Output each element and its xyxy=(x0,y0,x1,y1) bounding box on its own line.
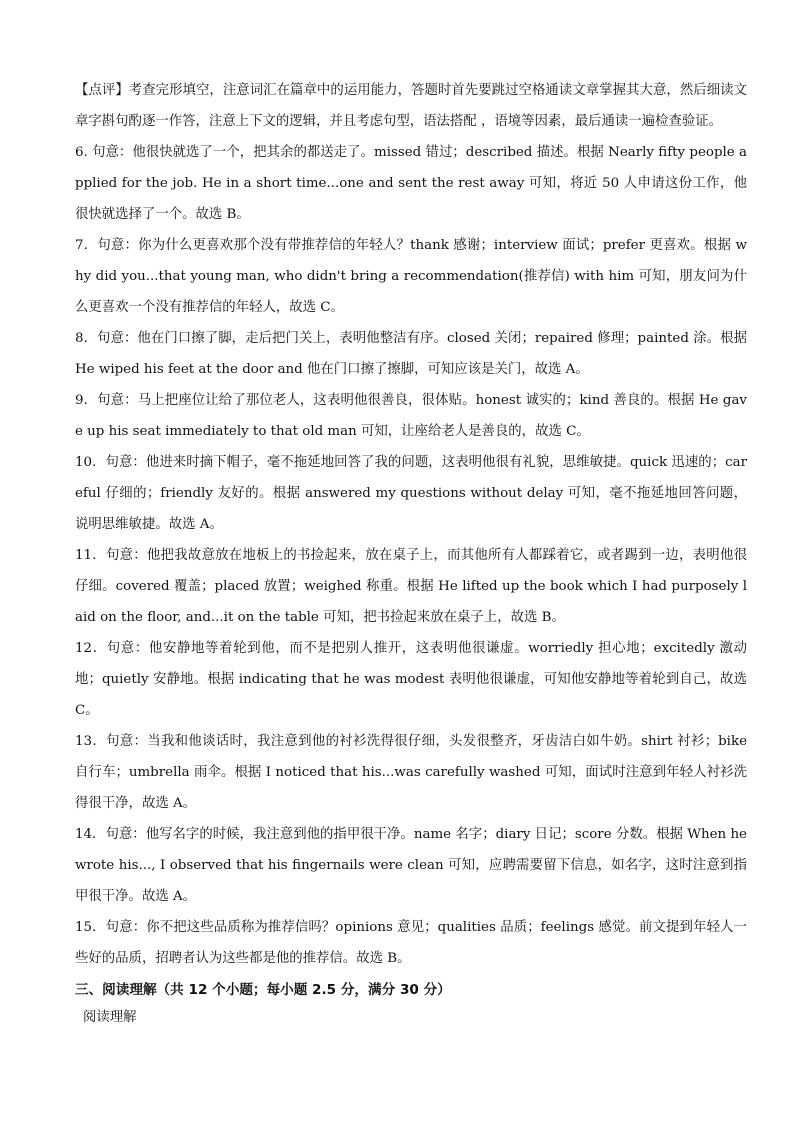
answer-explanation-7: 7．句意：你为什么更喜欢那个没有带推荐信的年轻人？thank 感谢；interview 面试；prefer 更喜欢。根据 why did you...that young man, who didn't bring a recommendation(推荐信) with him 可知，朋友问为什么更喜欢一个没有推荐信的年轻人，故选 C。 xyxy=(75,238,747,315)
answer-explanation-9: 9．句意：马上把座位让给了那位老人，这表明他很善良，很体贴。honest 诚实的；kind 善良的。根据 He gave up his seat immediately to that old man 可知，让座给老人是善良的，故选 C。 xyxy=(75,393,747,439)
commentary-paragraph: 【点评】考查完形填空，注意词汇在篇章中的运用能力，答题时首先要跳过空格通读文章掌握其大意，然后细读文章字斟句酌逐一作答，注意上下文的逻辑，并且考虑句型，语法搭配 ，语境等因素，最后通读一遍检查验证。 xyxy=(75,83,747,129)
answer-explanation-14: 14．句意：他写名字的时候，我注意到他的指甲很干净。name 名字；diary 日记；score 分数。根据 When he wrote his..., I observed that his fingernails were clean 可知，应聘需要留下信息，如名字，这时注意到指甲很干净。故选 A。 xyxy=(75,827,747,904)
answer-explanation-12: 12．句意：他安静地等着轮到他，而不是把别人推开，这表明他很谦虚。worriedly 担心地；excitedly 激动地；quietly 安静地。根据 indicating that he was modest 表明他很谦虚，可知他安静地等着轮到自己，故选 C。 xyxy=(75,641,747,718)
sub-heading: 阅读理解 xyxy=(83,1010,137,1025)
section-heading: 三、阅读理解（共 12 个小题；每小题 2.5 分，满分 30 分） xyxy=(75,982,451,998)
answer-explanation-8: 8．句意：他在门口擦了脚，走后把门关上，表明他整洁有序。closed 关闭；repaired 修理；painted 涂。根据 He wiped his feet at the door and 他在门口擦了擦脚，可知应该是关门，故选 A。 xyxy=(75,331,747,377)
answer-explanation-6: 6. 句意：他很快就选了一个，把其余的都送走了。missed 错过；described 描述。根据 Nearly fifty people applied for the job. He in a short time...one and sent the rest away 可知，将近 50 人申请这份工作，他很快就选择了一个。故选 B。 xyxy=(75,145,747,222)
answer-explanation-11: 11．句意：他把我故意放在地板上的书捡起来，放在桌子上，而其他所有人都踩着它，或者踢到一边，表明他很仔细。covered 覆盖；placed 放置；weighed 称重。根据 He lifted up the book which I had purposely laid on the floor, and...it on the table 可知，把书捡起来放在桌子上，故选 B。 xyxy=(75,548,747,625)
answer-explanation-15: 15．句意：你不把这些品质称为推荐信吗？opinions 意见；qualities 品质；feelings 感觉。前文提到年轻人一些好的品质，招聘者认为这些都是他的推荐信。故选 B。 xyxy=(75,920,747,966)
answer-explanation-10: 10．句意：他进来时摘下帽子，毫不拖延地回答了我的问题，这表明他很有礼貌，思维敏捷。quick 迅速的；careful 仔细的；friendly 友好的。根据 answered my questions without delay 可知，毫不拖延地回答问题，说明思维敏捷。故选 A。 xyxy=(75,455,747,532)
answer-explanation-13: 13．句意：当我和他谈话时，我注意到他的衬衫洗得很仔细，头发很整齐，牙齿洁白如牛奶。shirt 衬衫；bike 自行车；umbrella 雨伞。根据 I noticed that his...was carefully washed 可知，面试时注意到年轻人衬衫洗得很干净，故选 A。 xyxy=(75,734,747,811)
document-content xyxy=(75,75,747,1032)
